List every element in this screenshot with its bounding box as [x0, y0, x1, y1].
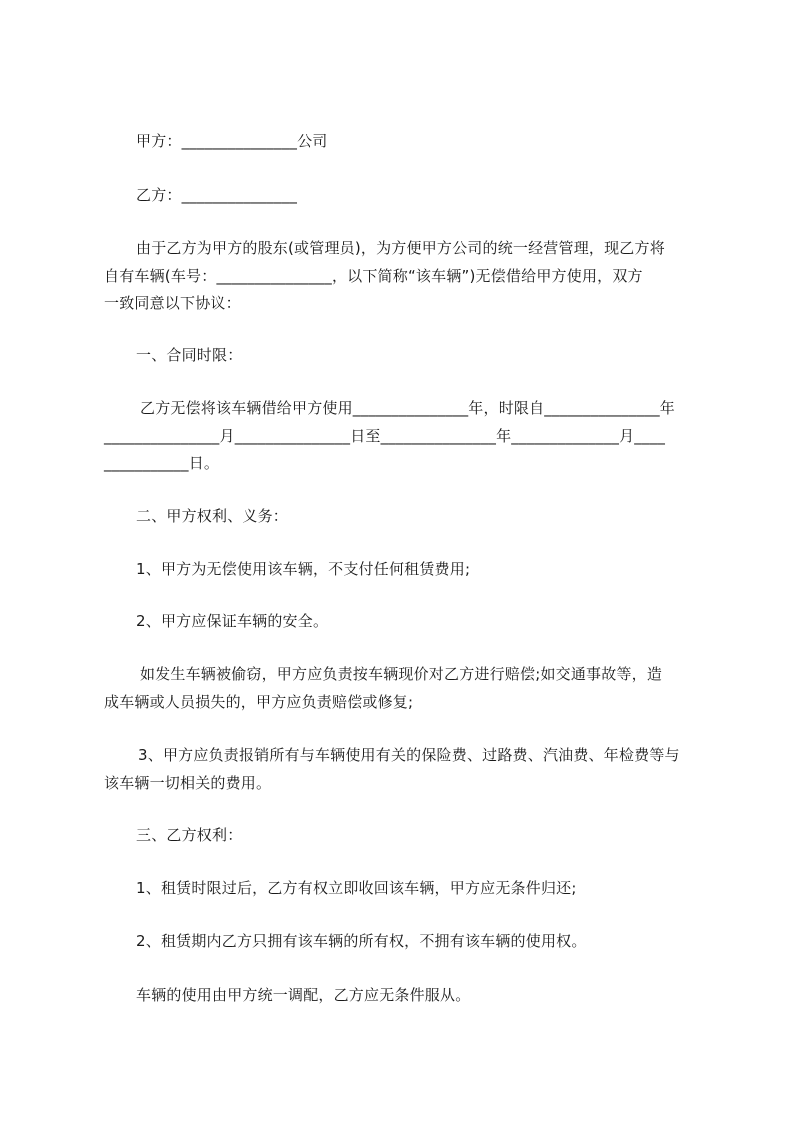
- intro-line-1: 由于乙方为甲方的股东(或管理员)，为方便甲方公司的统一经营管理，现乙方将: [136, 239, 665, 257]
- section-2-item-3-line-1: 3、甲方应负责报销所有与车辆使用有关的保险费、过路费、汽油费、年检费等与: [138, 746, 680, 764]
- section-1-heading: 一、合同时限：: [136, 346, 243, 364]
- section-3-closing: 车辆的使用由甲方统一调配，乙方应无条件服从。: [136, 986, 471, 1004]
- party-b-line: 乙方：_______________: [136, 186, 298, 204]
- section-2-item-3-line-2: 该车辆一切相关的费用。: [104, 774, 272, 792]
- section-1-line-2: _______________月_______________日至_______________年______________月____: [104, 427, 666, 445]
- intro-line-2: 自有车辆(车号：_______________，以下简称“该车辆”)无偿借给甲方使用，双方: [104, 267, 643, 285]
- section-3-heading: 三、乙方权利：: [136, 826, 243, 844]
- section-1-line-1: 乙方无偿将该车辆借给甲方使用_______________年，时限自_______________年: [140, 399, 676, 417]
- section-2-item-2: 2、甲方应保证车辆的安全。: [136, 612, 329, 630]
- party-a-line: 甲方：_______________公司: [136, 132, 328, 150]
- section-2-heading: 二、甲方权利、义务：: [136, 507, 289, 525]
- section-1-line-3: ___________日。: [104, 454, 220, 472]
- section-3-item-1: 1、租赁时限过后，乙方有权立即收回该车辆，甲方应无条件归还;: [136, 879, 577, 897]
- section-2-para-line-2: 成车辆或人员损失的，甲方应负责赔偿或修复;: [104, 693, 414, 711]
- section-2-para-line-1: 如发生车辆被偷窃，甲方应负责按车辆现价对乙方进行赔偿;如交通事故等，造: [140, 665, 663, 683]
- intro-line-3: 一致同意以下协议：: [104, 294, 241, 312]
- section-3-item-2: 2、租赁期内乙方只拥有该车辆的所有权，不拥有该车辆的使用权。: [136, 932, 587, 950]
- section-2-item-1: 1、甲方为无偿使用该车辆，不支付任何租赁费用;: [136, 560, 471, 578]
